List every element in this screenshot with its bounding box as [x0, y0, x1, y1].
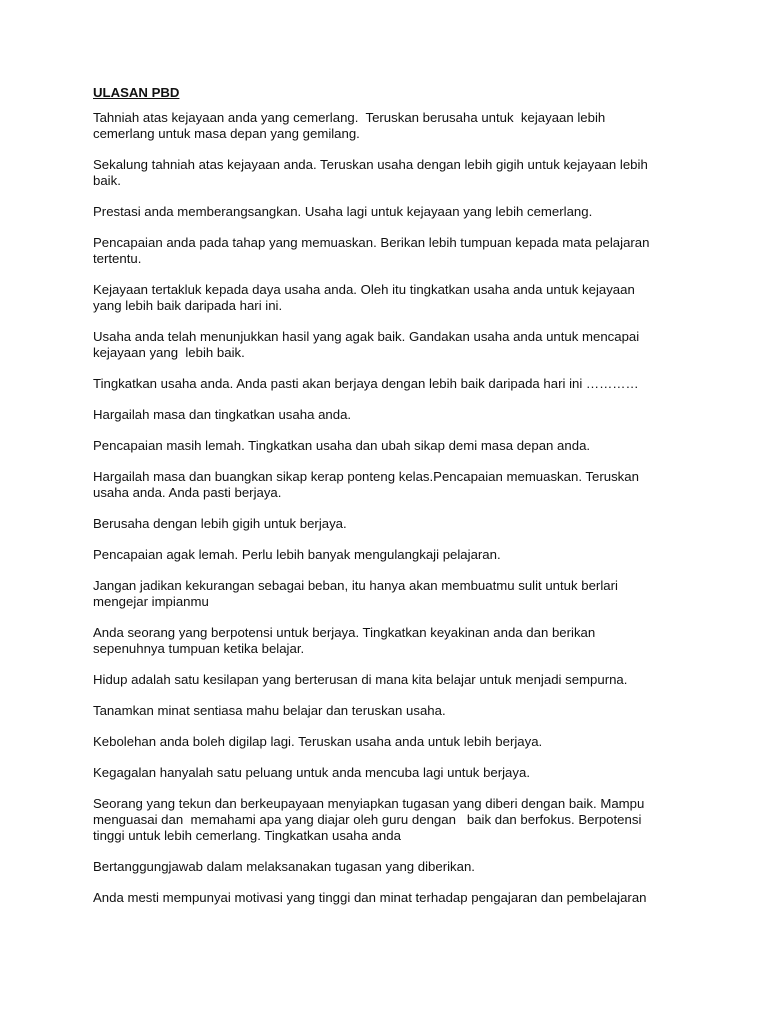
comment-line: Kegagalan hanyalah satu peluang untuk anda mencuba lagi untuk berjaya. [93, 765, 530, 780]
comment-line: Sekalung tahniah atas kejayaan anda. Teruskan usaha dengan lebih gigih untuk kejayaan lebih [93, 157, 648, 172]
comment-paragraph [93, 578, 668, 610]
comment-line: tinggi untuk lebih cemerlang. Tingkatkan usaha anda [93, 828, 401, 843]
comment-line: Anda mesti mempunyai motivasi yang tinggi dan minat terhadap pengajaran dan pembelajaran [93, 890, 647, 905]
comment-line: Tanamkan minat sentiasa mahu belajar dan teruskan usaha. [93, 703, 446, 718]
comment-line: mengejar impianmu [93, 594, 209, 609]
comment-line: menguasai dan memahami apa yang diajar oleh guru dengan baik dan berfokus. Berpotensi [93, 812, 642, 827]
comment-line: Berusaha dengan lebih gigih untuk berjaya. [93, 516, 347, 531]
comment-list [93, 110, 668, 906]
comment-paragraph [93, 376, 668, 392]
comment-line: Pencapaian masih lemah. Tingkatkan usaha dan ubah sikap demi masa depan anda. [93, 438, 591, 453]
comment-line: Tahniah atas kejayaan anda yang cemerlang. Teruskan berusaha untuk kejayaan lebih [93, 110, 606, 125]
comment-paragraph [93, 282, 668, 314]
comment-line: Hargailah masa dan tingkatkan usaha anda. [93, 407, 352, 422]
comment-line: Anda seorang yang berpotensi untuk berjaya. Tingkatkan keyakinan anda dan berikan [93, 625, 596, 640]
comment-paragraph [93, 672, 668, 688]
comment-line: tertentu. [93, 251, 142, 266]
comment-line: cemerlang untuk masa depan yang gemilang. [93, 126, 360, 141]
comment-line: Kebolehan anda boleh digilap lagi. Teruskan usaha anda untuk lebih berjaya. [93, 734, 543, 749]
comment-paragraph [93, 110, 668, 142]
comment-paragraph [93, 547, 668, 563]
document-body [93, 85, 668, 921]
comment-paragraph [93, 329, 668, 361]
comment-line: Hidup adalah satu kesilapan yang berterusan di mana kita belajar untuk menjadi sempurna. [93, 672, 628, 687]
comment-paragraph [93, 235, 668, 267]
comment-paragraph [93, 765, 668, 781]
comment-line: yang lebih baik daripada hari ini. [93, 298, 283, 313]
comment-paragraph [93, 734, 668, 750]
comment-line: baik. [93, 173, 121, 188]
comment-paragraph [93, 890, 668, 906]
comment-paragraph [93, 625, 668, 657]
comment-paragraph [93, 438, 668, 454]
comment-line: Bertanggungjawab dalam melaksanakan tugasan yang diberikan. [93, 859, 475, 874]
comment-paragraph [93, 407, 668, 423]
comment-line: Pencapaian anda pada tahap yang memuaskan. Berikan lebih tumpuan kepada mata pelajaran [93, 235, 650, 250]
comment-line: Seorang yang tekun dan berkeupayaan menyiapkan tugasan yang diberi dengan baik. Mampu [93, 796, 645, 811]
comment-line: Usaha anda telah menunjukkan hasil yang agak baik. Gandakan usaha anda untuk mencapai [93, 329, 640, 344]
comment-paragraph [93, 796, 668, 844]
comment-line: Jangan jadikan kekurangan sebagai beban, itu hanya akan membuatmu sulit untuk berlari [93, 578, 618, 593]
comment-line: kejayaan yang lebih baik. [93, 345, 245, 360]
comment-paragraph [93, 157, 668, 189]
comment-paragraph [93, 703, 668, 719]
comment-paragraph [93, 469, 668, 501]
comment-line: Hargailah masa dan buangkan sikap kerap ponteng kelas.Pencapaian memuaskan. Teruskan [93, 469, 639, 484]
document-title: ULASAN PBD [93, 85, 180, 100]
comment-line: Tingkatkan usaha anda. Anda pasti akan berjaya dengan lebih baik daripada hari ini ………… [93, 376, 639, 391]
comment-line: Prestasi anda memberangsangkan. Usaha lagi untuk kejayaan yang lebih cemerlang. [93, 204, 593, 219]
comment-paragraph [93, 204, 668, 220]
comment-line: sepenuhnya tumpuan ketika belajar. [93, 641, 305, 656]
comment-line: Kejayaan tertakluk kepada daya usaha anda. Oleh itu tingkatkan usaha anda untuk kejayaan [93, 282, 635, 297]
comment-line: usaha anda. Anda pasti berjaya. [93, 485, 282, 500]
comment-line: Pencapaian agak lemah. Perlu lebih banyak mengulangkaji pelajaran. [93, 547, 501, 562]
comment-paragraph [93, 859, 668, 875]
comment-paragraph [93, 516, 668, 532]
